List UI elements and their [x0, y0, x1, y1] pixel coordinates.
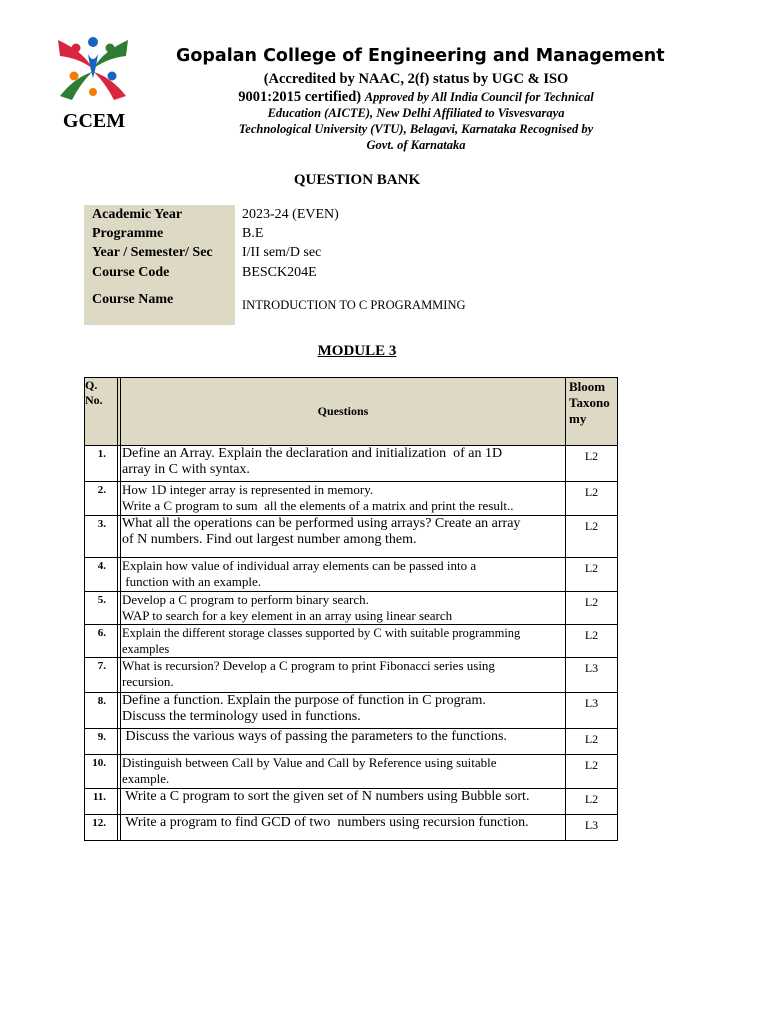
- academic-year-label: Academic Year: [92, 207, 183, 222]
- table-row: [85, 558, 618, 592]
- question-text: [121, 815, 566, 841]
- question-text: [121, 558, 566, 592]
- bloom-header: [566, 378, 618, 446]
- course-name-label: Course Name: [92, 292, 174, 307]
- question-number: 8.: [85, 693, 118, 729]
- question-line-1: What all the operations can be performed using arrays? Create an array: [122, 516, 521, 531]
- bloom-level: L2: [566, 729, 618, 755]
- question-line-2: examples: [122, 642, 170, 656]
- approval-line-4: Govt. of Karnataka: [366, 138, 466, 152]
- question-line-1: Develop a C program to perform binary search.: [122, 592, 369, 607]
- table-row: [85, 446, 618, 482]
- approval-line-3: Technological University (VTU), Belagavi, Karnataka Recognised by: [238, 122, 594, 136]
- logo-text: GCEM: [62, 110, 126, 132]
- bloom-header-line-3: my: [569, 411, 587, 426]
- question-text: [121, 693, 566, 729]
- question-line-1: Write a C program to sort the given set of N numbers using Bubble sort.: [122, 789, 530, 804]
- bloom-header-line-2: Taxono: [569, 395, 610, 410]
- question-line-2: function with an example.: [122, 574, 261, 589]
- question-text: [121, 482, 566, 516]
- question-number: 7.: [85, 658, 118, 693]
- question-line-2: Write a C program to sum all the elements of a matrix and print the result..: [122, 498, 514, 513]
- bloom-level: L2: [566, 755, 618, 789]
- bloom-level: L3: [566, 658, 618, 693]
- question-table-body: [85, 446, 618, 841]
- question-line-2: array in C with syntax.: [122, 462, 250, 477]
- bloom-level: L2: [566, 789, 618, 815]
- bloom-level: L2: [566, 592, 618, 625]
- question-text: [121, 516, 566, 558]
- bloom-level: L2: [566, 516, 618, 558]
- bloom-level: L2: [566, 558, 618, 592]
- college-logo: [52, 34, 130, 134]
- question-line-1: Define an Array. Explain the declaration and initialization of an 1D: [122, 446, 503, 461]
- question-number: 2.: [85, 482, 118, 516]
- programme-label: Programme: [92, 226, 164, 241]
- logo-emblem-icon: [54, 34, 132, 106]
- approval-line-1: Approved by All India Council for Technical: [364, 90, 594, 104]
- question-text: [121, 755, 566, 789]
- college-name: Gopalan College of Engineering and Management: [176, 46, 665, 66]
- question-number: 11.: [85, 789, 118, 815]
- question-table: [84, 377, 618, 841]
- question-text: [121, 592, 566, 625]
- course-name-value: INTRODUCTION TO C PROGRAMMING: [242, 298, 466, 312]
- question-number: 6.: [85, 625, 118, 658]
- question-text: [121, 789, 566, 815]
- table-row: [85, 658, 618, 693]
- question-line-1: Explain the different storage classes supported by C with suitable programming: [122, 626, 521, 640]
- year-semester-value: I/II sem/D sec: [242, 245, 322, 260]
- academic-year-value: 2023-24 (EVEN): [242, 207, 339, 222]
- question-number: 5.: [85, 592, 118, 625]
- bloom-level: L3: [566, 815, 618, 841]
- table-header-row: [85, 378, 618, 446]
- course-code-value: BESCK204E: [242, 265, 317, 280]
- document-title: QUESTION BANK: [293, 172, 421, 188]
- question-line-2: WAP to search for a key element in an array using linear search: [122, 608, 453, 623]
- bloom-level: L2: [566, 625, 618, 658]
- questions-header: Questions: [121, 378, 566, 446]
- approval-line-2: Education (AICTE), New Delhi Affiliated to Visvesvaraya: [267, 106, 565, 120]
- table-row: [85, 516, 618, 558]
- qno-header: Q. No.: [85, 378, 118, 446]
- question-text: [121, 658, 566, 693]
- bloom-header-line-1: Bloom: [569, 379, 606, 394]
- question-text: [121, 625, 566, 658]
- bloom-level: L2: [566, 446, 618, 482]
- table-row: [85, 592, 618, 625]
- question-text: [121, 446, 566, 482]
- question-line-2: Discuss the terminology used in functions.: [122, 709, 361, 724]
- question-number: 4.: [85, 558, 118, 592]
- approval-block: [206, 89, 626, 153]
- question-number: 3.: [85, 516, 118, 558]
- programme-value: B.E: [242, 226, 264, 241]
- question-line-1: What is recursion? Develop a C program to print Fibonacci series using: [122, 658, 495, 673]
- question-line-1: Explain how value of individual array elements can be passed into a: [122, 558, 477, 573]
- course-code-label: Course Code: [92, 265, 170, 280]
- course-info-block: [84, 205, 620, 325]
- table-row: [85, 755, 618, 789]
- accreditation-line: (Accredited by NAAC, 2(f) status by UGC & ISO: [263, 71, 569, 87]
- question-line-1: Discuss the various ways of passing the parameters to the functions.: [122, 729, 507, 744]
- question-line-1: Write a program to find GCD of two numbers using recursion function.: [122, 815, 529, 830]
- question-line-2: recursion.: [122, 674, 174, 689]
- table-row: [85, 815, 618, 841]
- year-semester-label: Year / Semester/ Sec: [92, 245, 213, 260]
- question-line-2: example.: [122, 771, 170, 786]
- question-number: 10.: [85, 755, 118, 789]
- table-row: [85, 482, 618, 516]
- question-line-1: Define a function. Explain the purpose of function in C program.: [122, 693, 486, 708]
- question-number: 12.: [85, 815, 118, 841]
- table-row: [85, 789, 618, 815]
- question-line-1: How 1D integer array is represented in memory.: [122, 482, 374, 497]
- question-number: 9.: [85, 729, 118, 755]
- table-row: [85, 625, 618, 658]
- table-row: [85, 693, 618, 729]
- question-number: 1.: [85, 446, 118, 482]
- question-line-1: Distinguish between Call by Value and Call by Reference using suitable: [122, 755, 497, 770]
- bloom-level: L2: [566, 482, 618, 516]
- iso-certification: 9001:2015 certified): [238, 89, 362, 105]
- table-row: [85, 729, 618, 755]
- question-text: [121, 729, 566, 755]
- bloom-level: L3: [566, 693, 618, 729]
- module-title: MODULE 3: [317, 343, 397, 359]
- question-line-2: of N numbers. Find out largest number among them.: [122, 532, 417, 547]
